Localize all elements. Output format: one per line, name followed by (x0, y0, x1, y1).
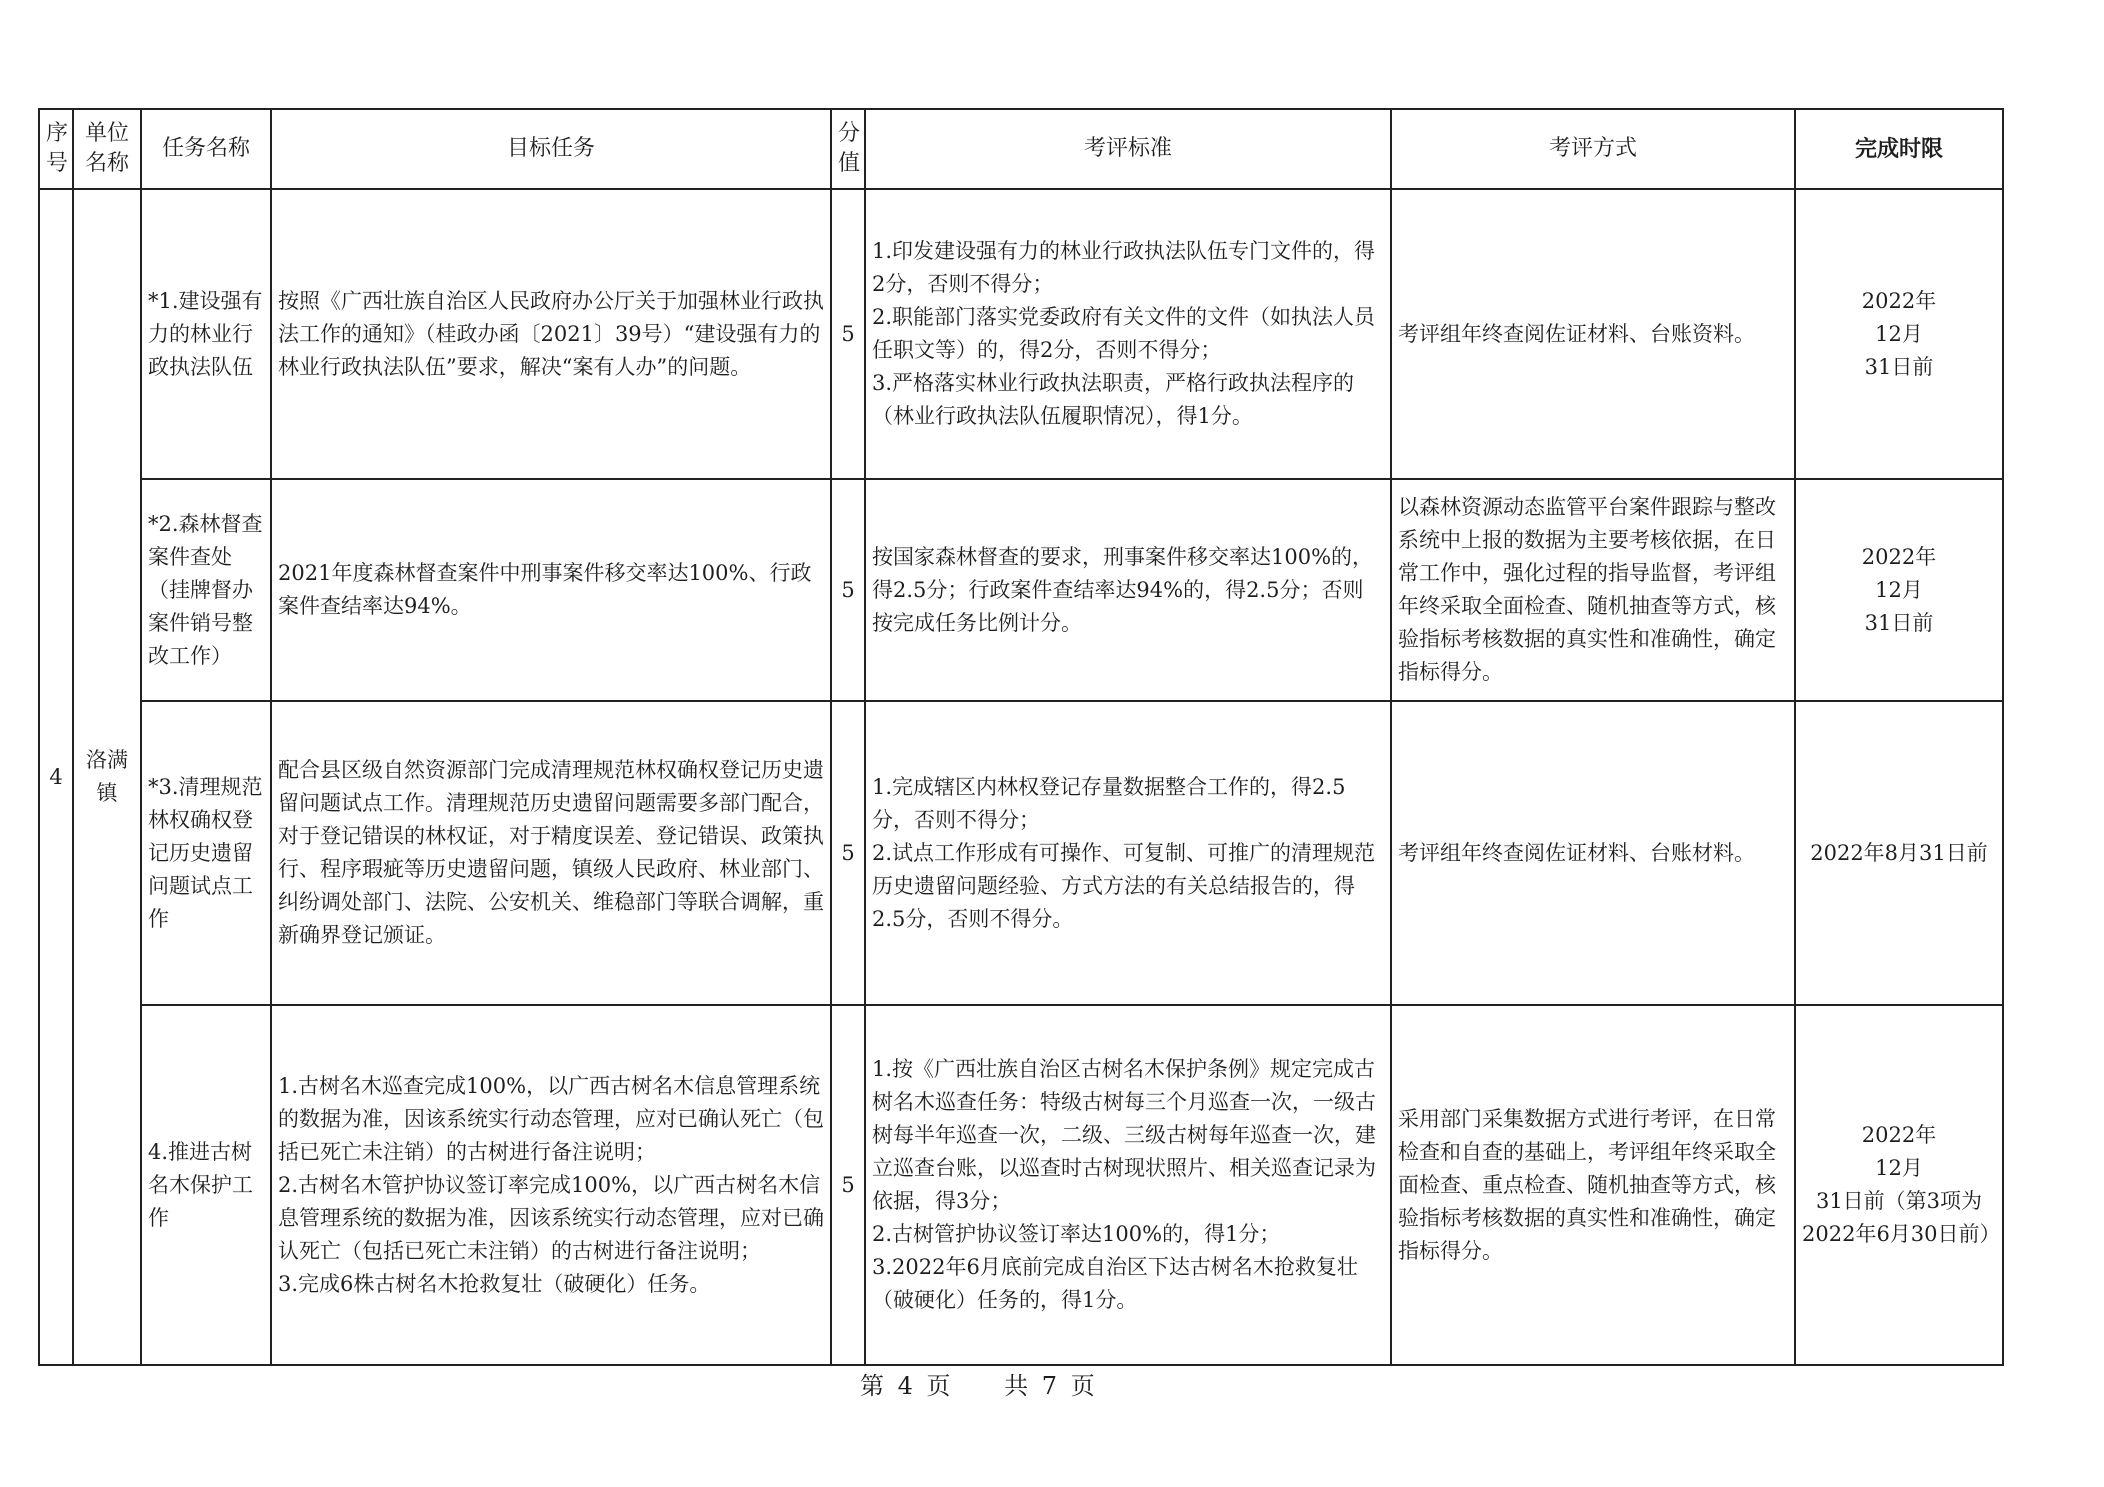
deadline-line: 2022年 (1861, 1123, 1937, 1147)
page-number: 第 4 页 (860, 1372, 954, 1400)
header-score: 分值 (831, 109, 865, 189)
assessment-table (38, 108, 2004, 1366)
unit-cell: 洛满镇 (73, 189, 141, 1365)
table-row (39, 189, 2003, 479)
criteria-line: 2.试点工作形成有可操作、可复制、可推广的清理规范历史遗留问题经验、方式方法的有关总结报告的，得2.5分，否则不得分。 (872, 840, 1376, 931)
deadline-line: 31日前（第3项为2022年6月30日前） (1802, 1189, 2001, 1246)
criteria-cell (865, 479, 1391, 701)
header-method: 考评方式 (1391, 109, 1795, 189)
table-row (39, 479, 2003, 701)
method-cell: 以森林资源动态监管平台案件跟踪与整改系统中上报的数据为主要考核依据，在日常工作中，强化过程的指导监督，考评组年终采取全面检查、随机抽查等方式，核验指标考核数据的真实性和准确性，确定指标得分。 (1391, 479, 1795, 701)
seq-cell: 4 (39, 189, 73, 1365)
target-line: 1.古树名木巡查完成100%，以广西古树名木信息管理系统的数据为准，因该系统实行动态管理，应对已确认死亡（包括已死亡未注销）的古树进行备注说明； (278, 1073, 824, 1164)
criteria-cell (865, 701, 1391, 1005)
header-seq: 序号 (39, 109, 73, 189)
target-cell (271, 1005, 831, 1365)
criteria-line: 2.古树管护协议签订率达100%的，得1分； (872, 1222, 1281, 1246)
task-name-cell: *3.清理规范林权确权登记历史遗留问题试点工作 (141, 701, 271, 1005)
deadline-cell (1795, 479, 2003, 701)
criteria-line: 2.职能部门落实党委政府有关文件的文件（如执法人员任职文等）的，得2分，否则不得分； (872, 305, 1376, 362)
page-footer (860, 1366, 1260, 1401)
deadline-line: 31日前 (1864, 354, 1934, 379)
target-cell: 2021年度森林督查案件中刑事案件移交率达100%、行政案件查结率达94%。 (271, 479, 831, 701)
task-name-cell: *1.建设强有力的林业行政执法队伍 (141, 189, 271, 479)
header-criteria: 考评标准 (865, 109, 1391, 189)
criteria-line: 按国家森林督查的要求，刑事案件移交率达100%的，得2.5分；行政案件查结率达94%的，得2.5分；否则按完成任务比例计分。 (872, 544, 1374, 635)
table-row (39, 701, 2003, 1005)
deadline-line: 12月 (1875, 321, 1923, 346)
criteria-line: 3.2022年6月底前完成自治区下达古树名木抢救复壮（破硬化）任务的，得1分。 (872, 1255, 1358, 1312)
criteria-line: 1.印发建设强有力的林业行政执法队伍专门文件的，得2分，否则不得分； (872, 239, 1376, 296)
criteria-line: 1.按《广西壮族自治区古树名木保护条例》规定完成古树名木巡查任务：特级古树每三个月巡查一次，一级古树每半年巡查一次，二级、三级古树每年巡查一次，建立巡查台账，以巡查时古树现状照片、相关巡查记录为依据，得3分； (872, 1057, 1376, 1213)
task-name-cell: *2.森林督查案件查处（挂牌督办案件销号整改工作） (141, 479, 271, 701)
method-cell: 考评组年终查阅佐证材料、台账材料。 (1391, 701, 1795, 1005)
criteria-cell (865, 1005, 1391, 1365)
deadline-line: 2022年 (1861, 544, 1937, 569)
score-cell: 5 (831, 701, 865, 1005)
score-cell: 5 (831, 479, 865, 701)
deadline-cell (1795, 189, 2003, 479)
criteria-cell (865, 189, 1391, 479)
score-cell: 5 (831, 1005, 865, 1365)
header-target: 目标任务 (271, 109, 831, 189)
header-unit: 单位名称 (73, 109, 141, 189)
method-cell: 考评组年终查阅佐证材料、台账资料。 (1391, 189, 1795, 479)
deadline-line: 12月 (1875, 577, 1923, 602)
table-row (39, 1005, 2003, 1365)
deadline-cell (1795, 1005, 2003, 1365)
method-cell: 采用部门采集数据方式进行考评，在日常检查和自查的基础上，考评组年终采取全面检查、重点检查、随机抽查等方式，核验指标考核数据的真实性和准确性，确定指标得分。 (1391, 1005, 1795, 1365)
deadline-line: 12月 (1875, 1156, 1923, 1180)
target-line: 3.完成6株古树名木抢救复壮（破硬化）任务。 (278, 1271, 711, 1296)
target-line: 2.古树名木管护协议签订率完成100%，以广西古树名木信息管理系统的数据为准，因该系统实行动态管理，应对已确认死亡（包括已死亡未注销）的古树进行备注说明； (278, 1172, 824, 1263)
criteria-line: 1.完成辖区内林权登记存量数据整合工作的，得2.5分，否则不得分； (872, 774, 1346, 832)
table-header-row (39, 109, 2003, 189)
criteria-line: 3.严格落实林业行政执法职责，严格行政执法程序的（林业行政执法队伍履职情况），得1分。 (872, 371, 1355, 428)
deadline-line: 2022年8月31日前 (1810, 840, 1988, 865)
deadline-line: 31日前 (1864, 610, 1934, 635)
score-cell: 5 (831, 189, 865, 479)
header-deadline: 完成时限 (1795, 109, 2003, 189)
deadline-cell (1795, 701, 2003, 1005)
page-total: 共 7 页 (1004, 1372, 1098, 1400)
target-cell: 配合县区级自然资源部门完成清理规范林权确权登记历史遗留问题试点工作。清理规范历史遗留问题需要多部门配合，对于登记错误的林权证，对于精度误差、登记错误、政策执行、程序瑕疵等历史遗留问题，镇级人民政府、林业部门、纠纷调处部门、法院、公安机关、维稳部门等联合调解，重新确界登记颁证。 (271, 701, 831, 1005)
task-name-cell: 4.推进古树名木保护工作 (141, 1005, 271, 1365)
header-task-name: 任务名称 (141, 109, 271, 189)
target-cell: 按照《广西壮族自治区人民政府办公厅关于加强林业行政执法工作的通知》（桂政办函〔2021〕39号）“建设强有力的林业行政执法队伍”要求，解决“案有人办”的问题。 (271, 189, 831, 479)
deadline-line: 2022年 (1861, 288, 1937, 313)
